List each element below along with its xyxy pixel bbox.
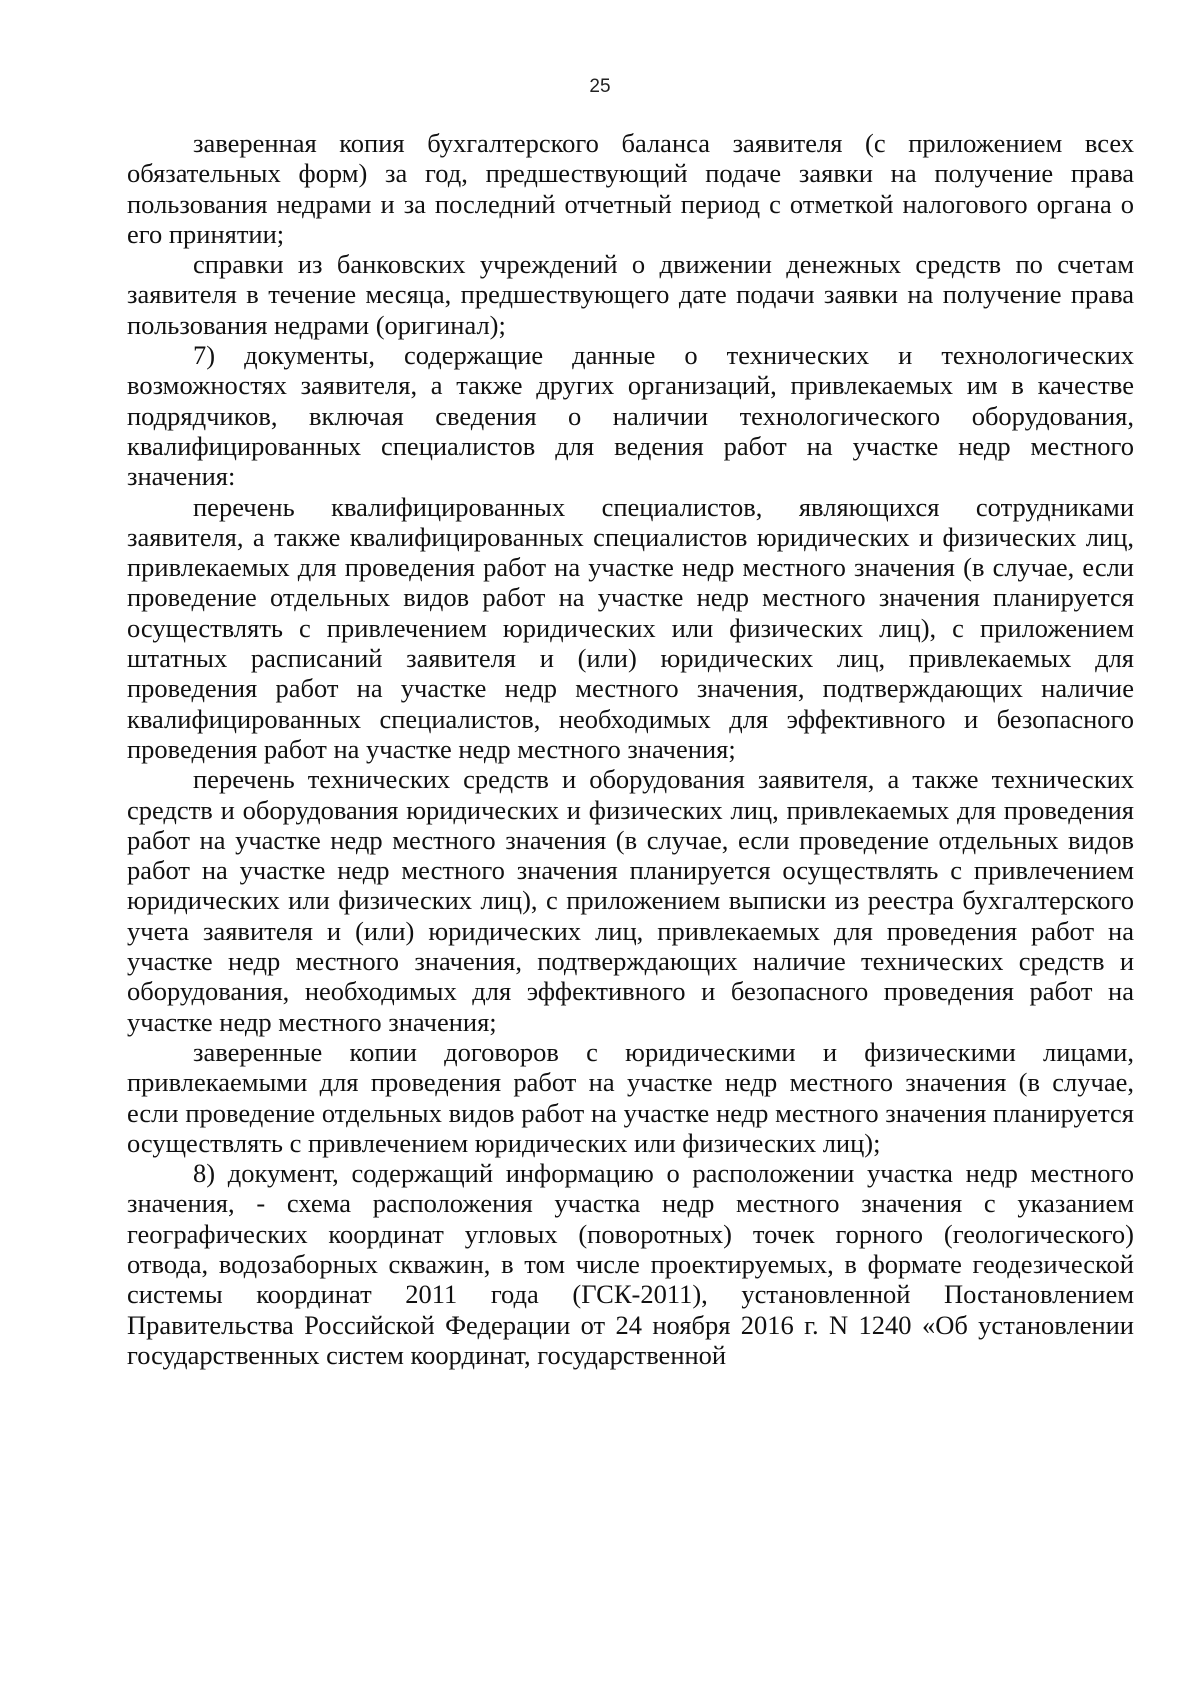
paragraph-specialists-list: перечень квалифицированных специалистов, являющихся сотрудниками заявителя, а также квалифицированных специалистов юридических и физических лиц, привлекаемых для проведения работ на участке недр местного значения (в случае, если проведение отдельных видов работ на участке недр местного значения планируется осуществлять с привлечением юридических или физических лиц), с приложением штатных расписаний заявителя и (или) юридических лиц, привлекаемых для проведения работ на участке недр местного значения, подтверждающих наличие квалифицированных специалистов, необходимых для эффективного и безопасного проведения работ на участке недр местного значения; bbox=[127, 491, 1134, 764]
paragraph-contract-copies: заверенные копии договоров с юридическими и физическими лицами, привлекаемыми для проведения работ на участке недр местного значения (в случае, если проведение отдельных видов работ на участке недр местного значения планируется осуществлять с привлечением юридических или физических лиц); bbox=[127, 1036, 1134, 1158]
paragraph-equipment-list: перечень технических средств и оборудования заявителя, а также технических средств и оборудования юридических и физических лиц, привлекаемых для проведения работ на участке недр местного значения (в случае, если проведение отдельных видов работ на участке недр местного значения планируется осуществлять с привлечением юридических или физических лиц), с приложением выписки из реестра бухгалтерского учета заявителя и (или) юридических лиц, привлекаемых для проведения работ на участке недр местного значения, подтверждающих наличие технических средств и оборудования, необходимых для эффективного и безопасного проведения работ на участке недр местного значения; bbox=[127, 764, 1134, 1037]
paragraph-bank-statements: справки из банковских учреждений о движении денежных средств по счетам заявителя в течение месяца, предшествующего дате подачи заявки на получение права пользования недрами (оригинал); bbox=[127, 249, 1134, 340]
paragraph-item-7-technical-documents: 7) документы, содержащие данные о технических и технологических возможностях заявителя, а также других организаций, привлекаемых им в качестве подрядчиков, включая сведения о наличии технологического оборудования, квалифицированных специалистов для ведения работ на участке недр местного значения: bbox=[127, 340, 1134, 492]
page-number: 25 bbox=[589, 76, 611, 97]
document-body bbox=[127, 128, 1134, 1370]
paragraph-item-8-location-scheme: 8) документ, содержащий информацию о расположении участка недр местного значения, - схема расположения участка недр местного значения с указанием географических координат угловых (поворотных) точек горного (геологического) отвода, водозаборных скважин, в том числе проектируемых, в формате геодезической системы координат 2011 года (ГСК-2011), установленной Постановлением Правительства Российской Федерации от 24 ноября 2016 г. N 1240 «Об установлении государственных систем координат, государственной bbox=[127, 1158, 1134, 1370]
paragraph-balance-copy: заверенная копия бухгалтерского баланса заявителя (с приложением всех обязательных форм) за год, предшествующий подаче заявки на получение права пользования недрами и за последний отчетный период с отметкой налогового органа о его принятии; bbox=[127, 128, 1134, 249]
